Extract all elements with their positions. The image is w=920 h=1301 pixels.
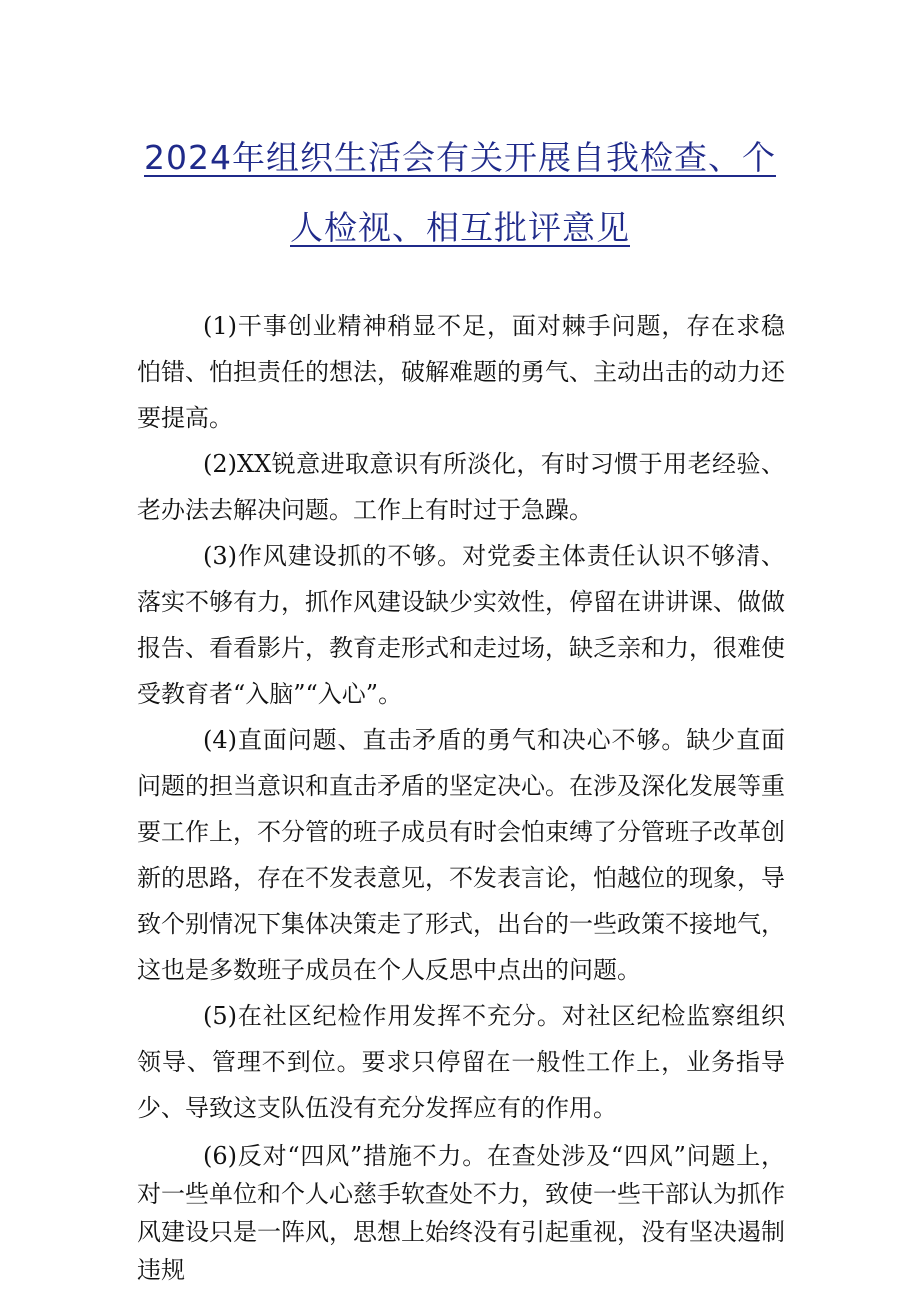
document-body (137, 303, 785, 1289)
paragraph-6: (6)反对“四风”措施不力。在查处涉及“四风”问题上，对一些单位和个人心慈手软查处不力，致使一些干部认为抓作风建设只是一阵风，思想上始终没有引起重视，没有坚决遏制违规 (137, 1142, 785, 1284)
paragraph-2: (2)XX锐意进取意识有所淡化，有时习惯于用老经验、老办法去解决问题。工作上有时过于急躁。 (137, 450, 785, 524)
paragraph-1: (1)干事创业精神稍显不足，面对棘手问题，存在求稳怕错、怕担责任的想法，破解难题的勇气、主动出击的动力还要提高。 (137, 312, 785, 432)
document-title-text-1: 2024年组织生活会有关开展自我检查、个 (144, 138, 776, 177)
paragraph-5: (5)在社区纪检作用发挥不充分。对社区纪检监察组织领导、管理不到位。要求只停留在一般性工作上，业务指导少、导致这支队伍没有充分发挥应有的作用。 (137, 1002, 785, 1122)
paragraph-4: (4)直面问题、直击矛盾的勇气和决心不够。缺少直面问题的担当意识和直击矛盾的坚定决心。在涉及深化发展等重要工作上，不分管的班子成员有时会怕束缚了分管班子改革创新的思路，存在不发表意见，不发表言论，怕越位的现象，导致个别情况下集体决策走了形式，出台的一些政策不接地气，这也是多数班子成员在个人反思中点出的问题。 (137, 726, 785, 984)
document-title-text-2: 人检视、相互批评意见 (290, 208, 630, 247)
paragraph-3: (3)作风建设抓的不够。对党委主体责任认识不够清、落实不够有力，抓作风建设缺少实效性，停留在讲讲课、做做报告、看看影片，教育走形式和走过场，缺乏亲和力，很难使受教育者“入脑”“入心”。 (137, 542, 785, 708)
document-title-line-1 (120, 138, 800, 178)
document-title-line-2 (120, 208, 800, 248)
